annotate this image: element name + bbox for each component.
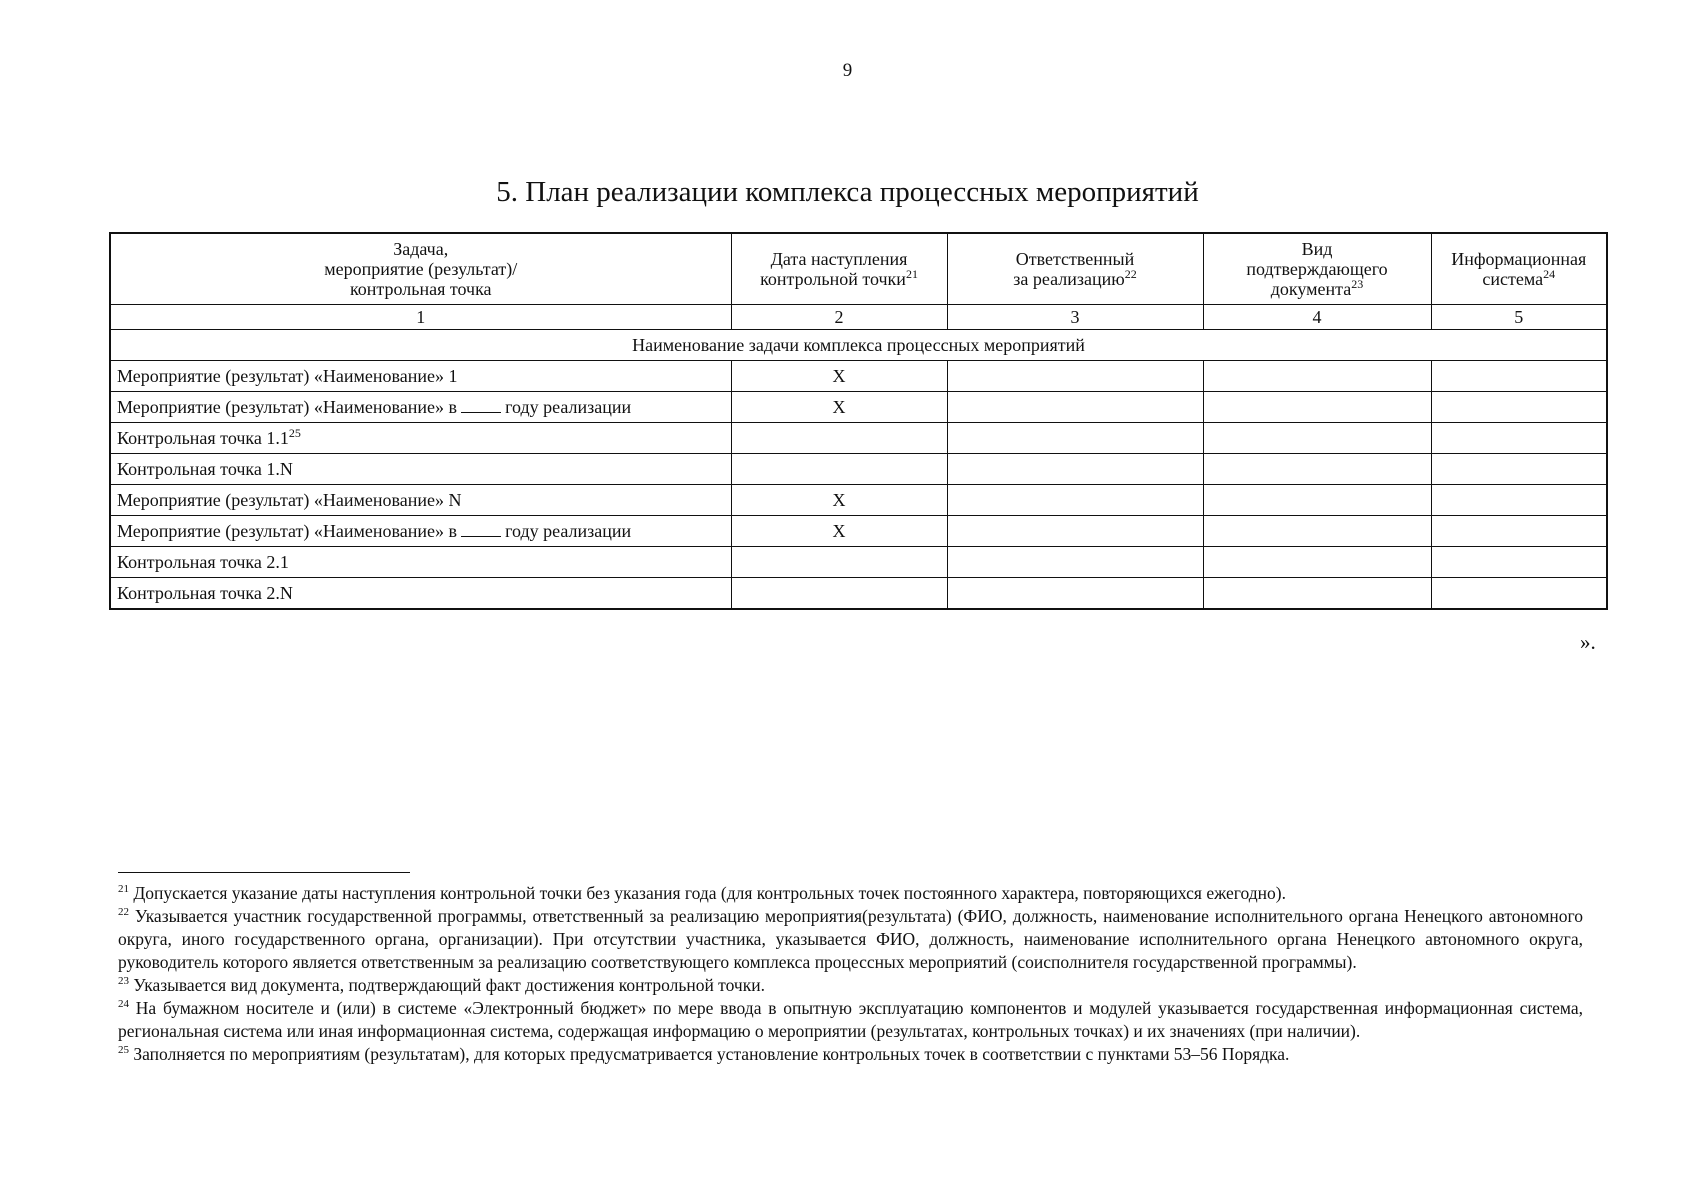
row-name: Мероприятие (результат) «Наименование» N: [110, 485, 731, 516]
row-empty-cell: [1203, 485, 1431, 516]
row-date-mark: X: [731, 392, 947, 423]
row-name: Контрольная точка 1.N: [110, 454, 731, 485]
row-empty-cell: [1203, 454, 1431, 485]
row-date-mark: [731, 547, 947, 578]
row-empty-cell: [1431, 361, 1607, 392]
column-number: 1: [110, 305, 731, 330]
header-task: Задача, мероприятие (результат)/ контрольная точка: [110, 233, 731, 305]
row-empty-cell: [1431, 578, 1607, 610]
table-row: [110, 485, 1607, 516]
row-name: Мероприятие (результат) «Наименование» 1: [110, 361, 731, 392]
footnotes: [118, 882, 1583, 1066]
section-row: [110, 330, 1607, 361]
row-empty-cell: [947, 361, 1203, 392]
row-empty-cell: [947, 423, 1203, 454]
row-empty-cell: [1203, 423, 1431, 454]
row-empty-cell: [1431, 516, 1607, 547]
page-title: 5. План реализации комплекса процессных мероприятий: [496, 176, 1199, 208]
row-date-mark: [731, 578, 947, 610]
row-date-mark: [731, 454, 947, 485]
page-number: 9: [842, 60, 853, 81]
blank-line: [461, 522, 501, 537]
header-responsible: Ответственный за реализацию$^{22}$: [947, 233, 1203, 305]
row-empty-cell: [1431, 423, 1607, 454]
table-row: [110, 516, 1607, 547]
footnote-ref: 24: [1543, 267, 1556, 281]
table-row: [110, 454, 1607, 485]
footnote: $^{25}$ Заполняется по мероприятиям (результатам), для которых предусматривается установление контрольных точек в соответствии с пунктами 53–56 Порядка.: [118, 1044, 1290, 1064]
footnote: $^{21}$ Допускается указание даты наступления контрольной точки без указания года (для контрольных точек постоянного характера, повторяющихся ежегодно).: [118, 883, 1286, 903]
row-name: Контрольная точка 2.N: [110, 578, 731, 610]
column-number: 3: [947, 305, 1203, 330]
row-empty-cell: [947, 485, 1203, 516]
row-empty-cell: [1203, 392, 1431, 423]
row-empty-cell: [1431, 454, 1607, 485]
row-empty-cell: [1203, 516, 1431, 547]
header-document: Вид подтверждающего документа$^{23}$: [1203, 233, 1431, 305]
table-row: [110, 392, 1607, 423]
footnote-ref: 21: [905, 267, 918, 281]
row-date-mark: X: [731, 516, 947, 547]
footnote: $^{23}$ Указывается вид документа, подтверждающий факт достижения контрольной точки.: [118, 975, 765, 995]
footnote-ref: 22: [1124, 267, 1137, 281]
row-name: Контрольная точка 2.1: [110, 547, 731, 578]
row-empty-cell: [1203, 547, 1431, 578]
section-title: Наименование задачи комплекса процессных мероприятий: [110, 330, 1607, 361]
row-name: Мероприятие (результат) «Наименование» в году реализации: [110, 516, 731, 547]
table-row: [110, 578, 1607, 610]
row-empty-cell: [947, 454, 1203, 485]
row-empty-cell: [947, 578, 1203, 610]
closing-quote-mark: ».: [1580, 630, 1596, 654]
footnote: $^{22}$ Указывается участник государственной программы, ответственный за реализацию мероприятия(результата) (ФИО, должность, наименование исполнительного органа Ненецкого автономного округа, иного государственного органа, организации). При отсутствии участника, указывается ФИО, должность, наименование исполнительного органа Ненецкого автономного округа, руководитель которого является ответственным за реализацию соответствующего комплекса процессных мероприятий (соисполнителя государственной программы).: [118, 906, 1583, 972]
column-number: 4: [1203, 305, 1431, 330]
column-number: 5: [1431, 305, 1607, 330]
row-empty-cell: [947, 547, 1203, 578]
row-empty-cell: [947, 392, 1203, 423]
implementation-plan-table: [109, 232, 1608, 610]
table-row: [110, 423, 1607, 454]
row-empty-cell: [1431, 392, 1607, 423]
row-empty-cell: [1431, 485, 1607, 516]
column-number-row: [110, 305, 1607, 330]
row-date-mark: [731, 423, 947, 454]
row-name: Мероприятие (результат) «Наименование» в году реализации: [110, 392, 731, 423]
row-empty-cell: [1203, 361, 1431, 392]
header-info-system: Информационная система$^{24}$: [1431, 233, 1607, 305]
row-empty-cell: [1203, 578, 1431, 610]
header-date: Дата наступления контрольной точки$^{21}$: [731, 233, 947, 305]
blank-line: [461, 398, 501, 413]
footnote-ref: 23: [1351, 277, 1364, 291]
footnote: $^{24}$ На бумажном носителе и (или) в системе «Электронный бюджет» по мере ввода в опытную эксплуатацию компонентов и модулей указывается государственная информационная система, региональная система или иная информационная система, содержащая информацию о мероприятии (результатах, контрольных точках) и их значениях (при наличии).: [118, 998, 1583, 1041]
column-number: 2: [731, 305, 947, 330]
row-name: Контрольная точка $1.1^{25}$: [110, 423, 731, 454]
table-row: [110, 361, 1607, 392]
header-row: [110, 233, 1607, 305]
footnote-separator: [118, 872, 410, 873]
table-row: [110, 547, 1607, 578]
footnote-ref: 25: [288, 426, 301, 440]
row-date-mark: X: [731, 361, 947, 392]
row-date-mark: X: [731, 485, 947, 516]
row-empty-cell: [1431, 547, 1607, 578]
row-empty-cell: [947, 516, 1203, 547]
